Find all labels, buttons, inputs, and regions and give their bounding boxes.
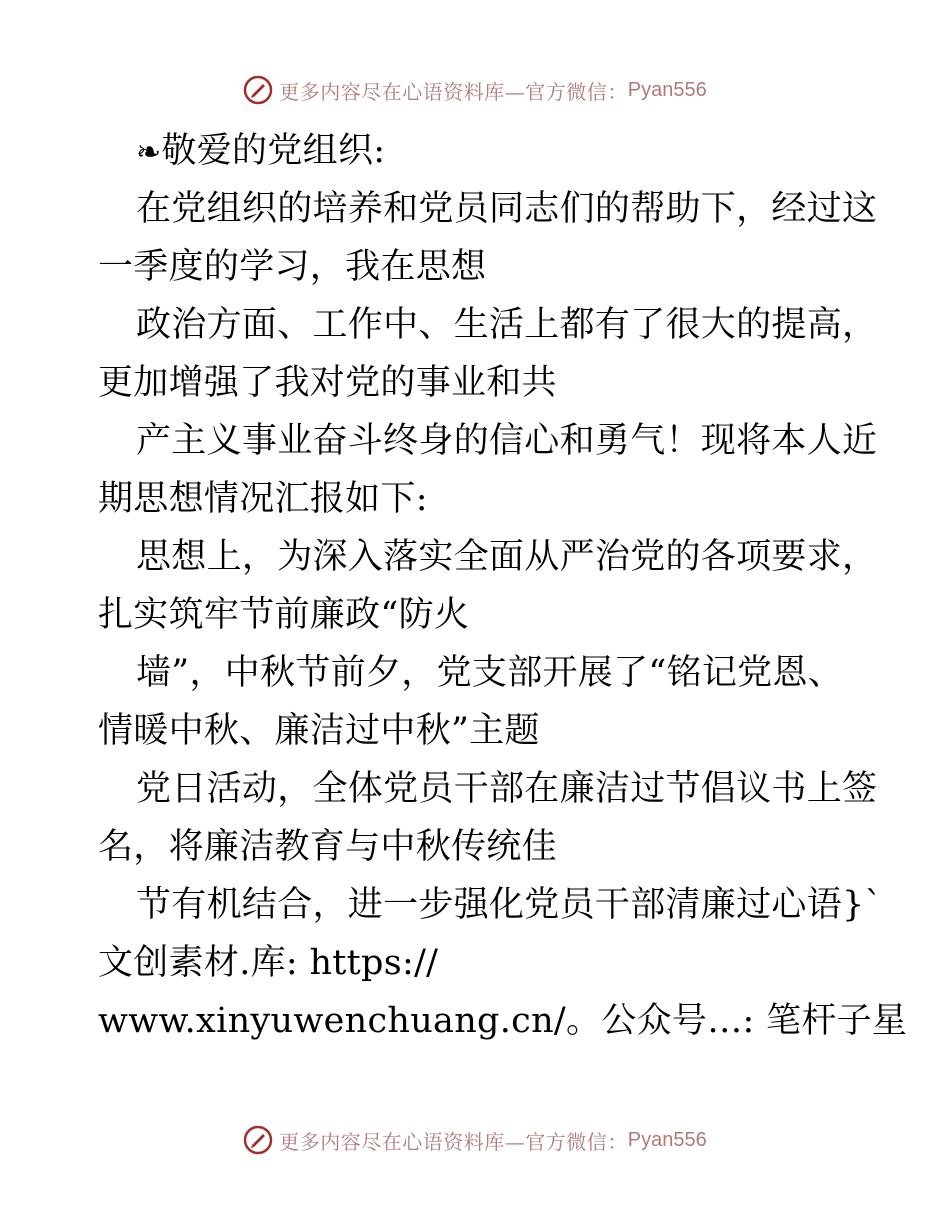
text-line: 产主义事业奋斗终身的信心和勇气！现将本人近 [136,421,878,461]
text-line: 期思想情况汇报如下: [98,479,428,519]
document-body [98,122,908,1050]
brand-logo-icon [243,75,273,105]
text-line: 更加增强了我对党的事业和共 [98,363,557,403]
flourish-icon: ❧ [136,135,162,170]
banner-text: 更多内容尽在心语资料库—官方微信： [279,1129,628,1154]
header-banner [0,70,950,110]
text-line: 名，将廉洁教育与中秋传统佳 [98,827,557,867]
salutation-line [98,122,868,180]
text-line: 一季度的学习，我在思想 [98,247,487,287]
text-line: 情暖中秋、廉洁过中秋”主题 [98,711,540,751]
text-line: 扎实筑牢节前廉政“防火 [98,595,470,635]
text-line: 文创素材.库: https:// [98,943,439,983]
text-line: 政治方面、工作中、生活上都有了很大的提高， [136,305,878,345]
banner-wechat-id: Pyan556 [627,1128,707,1151]
text-line: 思想上，为深入落实全面从严治党的各项要求， [136,537,878,577]
banner-wechat-id: Pyan556 [627,78,707,101]
text-line: 在党组织的培养和党员同志们的帮助下，经过这 [136,189,878,229]
text-line: 党日活动，全体党员干部在廉洁过节倡议书上签 [136,769,878,809]
footer-banner [0,1120,950,1160]
text-line: 节有机结合，进一步强化党员干部清廉过心语}` [136,885,883,925]
brand-logo-icon [243,1125,273,1155]
text-line: www.xinyuwenchuang.cn/。公众号…: 笔杆子星 [98,1001,908,1041]
salutation: 敬爱的党组织: [161,131,386,171]
text-line: 墙”，中秋节前夕，党支部开展了“铭记党恩、 [136,653,844,693]
banner-text: 更多内容尽在心语资料库—官方微信： [279,79,628,104]
